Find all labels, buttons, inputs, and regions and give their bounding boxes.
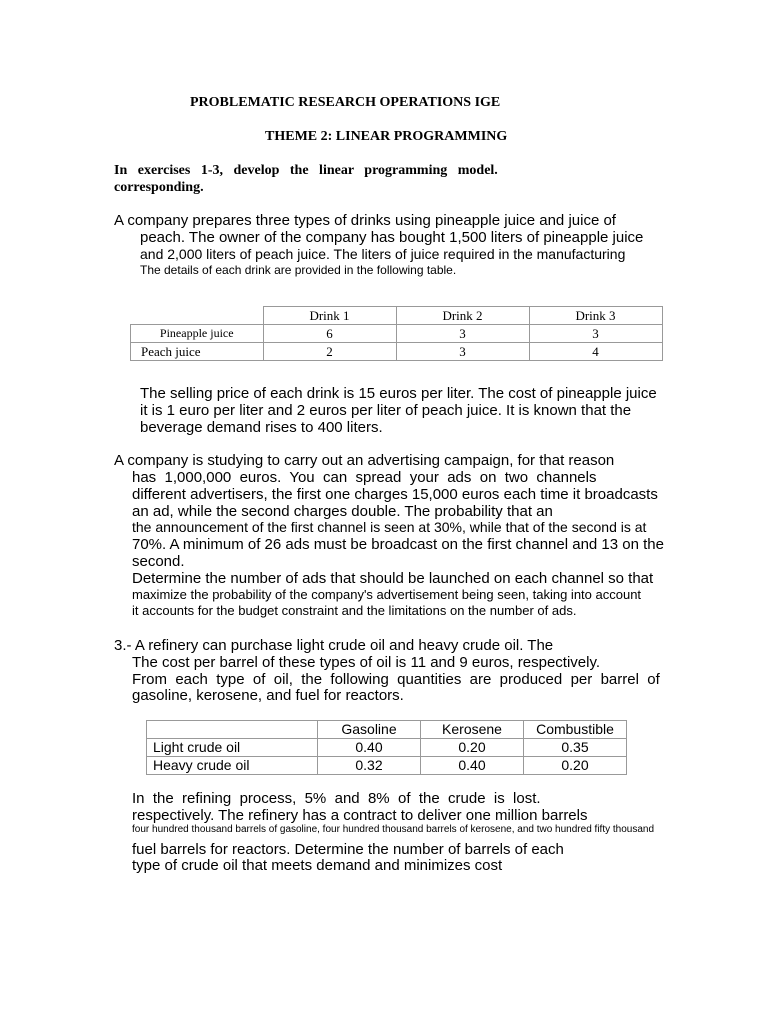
ex1-line-2: peach. The owner of the company has bought 1,500 liters of pineapple juice [140, 229, 644, 246]
ex3-line-4: gasoline, kerosene, and fuel for reactors. [132, 687, 404, 704]
table-cell: 0.40 [421, 757, 524, 775]
ex2-line-5: the announcement of the first channel is seen at 30%, while that of the second is at [132, 519, 647, 535]
crude-oil-table [146, 720, 627, 775]
table-cell: 0.20 [524, 757, 627, 775]
ex3-para-line-1: In the refining process, 5% and 8% of the crude is lost. [132, 790, 541, 807]
intro-line-2: corresponding. [114, 180, 204, 195]
table-header-cell: Drink 2 [396, 307, 529, 325]
theme-heading: THEME 2: LINEAR PROGRAMMING [265, 129, 508, 144]
ex2-line-1: A company is studying to carry out an advertising campaign, for that reason [114, 452, 615, 469]
table-header-cell: Drink 3 [529, 307, 662, 325]
ex2-line-8: Determine the number of ads that should be launched on each channel so that [132, 570, 654, 587]
ex1-para-line-1: The selling price of each drink is 15 euros per liter. The cost of pineapple juice [140, 385, 657, 402]
table-header-cell: Drink 1 [263, 307, 396, 325]
table-cell: 0.35 [524, 739, 627, 757]
table-cell: 0.20 [421, 739, 524, 757]
table-cell: 3 [396, 325, 529, 343]
ex1-line-4: The details of each drink are provided in the following table. [140, 263, 457, 277]
table-row [147, 757, 627, 775]
ex3-line-2: The cost per barrel of these types of oil is 11 and 9 euros, respectively. [132, 654, 601, 671]
drinks-table [130, 306, 663, 361]
table-header-cell: Combustible [524, 721, 627, 739]
table-cell: 4 [529, 343, 662, 361]
ex3-para-line-4: fuel barrels for reactors. Determine the number of barrels of each [132, 841, 564, 858]
table-row [147, 739, 627, 757]
ex2-line-9: maximize the probability of the company's advertisement being seen, taking into account [132, 587, 642, 602]
table-cell: 3 [396, 343, 529, 361]
ex2-line-10: it accounts for the budget constraint and the limitations on the number of ads. [132, 603, 577, 618]
table-cell: 2 [263, 343, 396, 361]
table-cell: 0.40 [318, 739, 421, 757]
ex3-para-line-5: type of crude oil that meets demand and minimizes cost [132, 857, 503, 874]
row-label: Peach juice [131, 343, 264, 361]
ex1-para-line-3: beverage demand rises to 400 liters. [140, 419, 383, 436]
ex1-line-3: and 2,000 liters of peach juice. The liters of juice required in the manufacturing [140, 246, 626, 262]
ex3-para-line-3: four hundred thousand barrels of gasoline, four hundred thousand barrels of kerosene, and two hundred fifty thousand [132, 824, 655, 835]
ex2-line-6: 70%. A minimum of 26 ads must be broadcast on the first channel and 13 on the [132, 536, 664, 553]
table-header-cell: Gasoline [318, 721, 421, 739]
table-header-row [131, 307, 663, 325]
table-corner-cell [131, 307, 264, 325]
ex1-para-line-2: it is 1 euro per liter and 2 euros per liter of peach juice. It is known that the [140, 402, 632, 419]
table-row [131, 343, 663, 361]
row-label: Light crude oil [147, 739, 318, 757]
table-cell: 6 [263, 325, 396, 343]
document-title: PROBLEMATIC RESEARCH OPERATIONS IGE [190, 95, 501, 110]
table-cell: 0.32 [318, 757, 421, 775]
table-header-row [147, 721, 627, 739]
table-row [131, 325, 663, 343]
ex2-line-4: an ad, while the second charges double. The probability that an [132, 503, 553, 520]
ex2-line-2: has 1,000,000 euros. You can spread your ads on two channels [132, 469, 597, 486]
intro-line-1: In exercises 1-3, develop the linear programming model. [114, 163, 498, 178]
ex3-line-1: 3.- A refinery can purchase light crude oil and heavy crude oil. The [114, 637, 554, 654]
ex1-line-1: A company prepares three types of drinks using pineapple juice and juice of [114, 212, 616, 229]
table-cell: 3 [529, 325, 662, 343]
row-label: Heavy crude oil [147, 757, 318, 775]
row-label: Pineapple juice [131, 325, 264, 343]
table-corner-cell [147, 721, 318, 739]
ex2-line-3: different advertisers, the first one charges 15,000 euros each time it broadcasts [132, 486, 658, 503]
ex2-line-7: second. [132, 553, 185, 570]
table-header-cell: Kerosene [421, 721, 524, 739]
ex3-para-line-2: respectively. The refinery has a contract to deliver one million barrels [132, 807, 588, 824]
ex3-line-3: From each type of oil, the following quantities are produced per barrel of [132, 671, 660, 688]
